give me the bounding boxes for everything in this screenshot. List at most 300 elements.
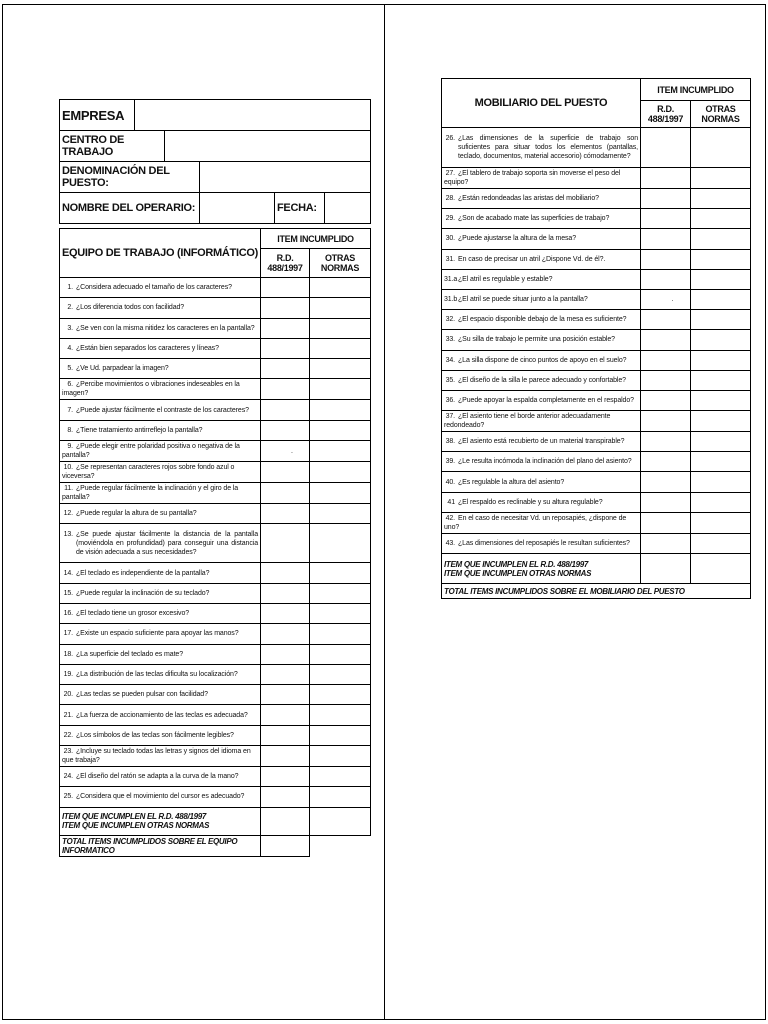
question-text (62, 748, 251, 764)
otras-check-cell[interactable] (691, 533, 751, 553)
question-number: 37. (445, 413, 455, 421)
question-text (62, 284, 232, 291)
table-row (60, 725, 371, 745)
otras-check-cell[interactable] (310, 338, 371, 358)
question-cell (442, 330, 641, 350)
rd-check-cell[interactable] (261, 644, 310, 664)
otras-check-cell[interactable] (691, 128, 751, 168)
question-text (444, 540, 630, 547)
rd-check-cell[interactable] (261, 563, 310, 583)
rd-check-cell[interactable] (261, 420, 310, 440)
question-text (62, 671, 238, 678)
question-text (444, 215, 609, 222)
rd-check-cell[interactable] (641, 411, 691, 432)
question-label: ¿Puede regular la altura de su pantalla? (76, 510, 197, 518)
table-row (442, 492, 751, 512)
rd-check-cell[interactable] (261, 462, 310, 483)
question-number: 15. (63, 589, 73, 597)
mobiliario-section-title: MOBILIARIO DEL PUESTO (442, 79, 641, 128)
question-cell (60, 767, 261, 787)
question-label: ¿Considera que el movimiento del cursor es adecuado? (76, 793, 245, 801)
otras-check-cell[interactable] (310, 298, 371, 318)
question-label: ¿La superficie del teclado es mate? (76, 650, 184, 658)
footer-rd-cell[interactable] (261, 807, 310, 835)
question-cell (442, 249, 641, 269)
otras-check-cell[interactable] (310, 400, 371, 420)
rd-check-cell[interactable] (261, 338, 310, 358)
question-label: En el caso de necesitar Vd. un reposapiés, ¿dispone de uno? (444, 514, 627, 531)
rd-check-cell[interactable] (261, 298, 310, 318)
rd-check-cell[interactable] (261, 318, 310, 338)
table-row (442, 289, 751, 309)
otras-check-cell[interactable] (310, 441, 371, 462)
rd-check-cell[interactable] (641, 432, 691, 452)
otras-check-cell[interactable] (310, 359, 371, 379)
otras-check-cell[interactable] (691, 310, 751, 330)
centro-field[interactable] (165, 131, 371, 162)
rd-check-cell[interactable] (641, 168, 691, 189)
question-cell (60, 583, 261, 603)
table-row (60, 524, 371, 563)
question-cell (442, 189, 641, 209)
rd-check-cell[interactable] (261, 483, 310, 504)
question-label: ¿Puede ajustarse la altura de la mesa? (458, 235, 576, 243)
otras-check-cell[interactable] (691, 390, 751, 410)
otras-check-cell[interactable] (691, 411, 751, 432)
question-label: ¿Es regulable la altura del asiento? (458, 478, 565, 486)
fecha-field[interactable] (325, 193, 371, 224)
mob-footer-row (442, 554, 751, 584)
otras-check-cell[interactable] (310, 278, 371, 298)
otras-normas-column-header: OTRAS NORMAS (310, 249, 371, 278)
rd-check-cell[interactable] (641, 249, 691, 269)
otras-check-cell[interactable] (310, 583, 371, 603)
denominacion-row (60, 162, 371, 193)
empresa-label: EMPRESA (60, 100, 135, 131)
table-row (60, 359, 371, 379)
table-row (60, 787, 371, 807)
table-row (60, 338, 371, 358)
otras-check-cell[interactable] (691, 512, 751, 533)
rd-check-cell[interactable] (641, 533, 691, 553)
question-label: ¿El diseño del ratón se adapta a la curva de la mano? (76, 773, 239, 781)
question-label: ¿Existe un espacio suficiente para apoyar las manos? (76, 630, 239, 638)
otras-check-cell[interactable] (310, 685, 371, 705)
rd-check-cell[interactable] (641, 330, 691, 350)
rd-check-cell[interactable] (641, 492, 691, 512)
rd-check-cell[interactable] (641, 310, 691, 330)
question-cell (60, 524, 261, 563)
mobiliario-checklist-table (441, 78, 751, 599)
rd-check-cell[interactable] (261, 746, 310, 767)
rd-check-cell[interactable] (641, 452, 691, 472)
rd-check-cell[interactable] (641, 269, 691, 289)
otras-check-cell[interactable] (691, 330, 751, 350)
mob-footer-otras-label: ITEM QUE INCUMPLEN OTRAS NORMAS (444, 568, 592, 578)
question-number: 14. (63, 569, 73, 577)
question-number: 21. (63, 711, 73, 719)
question-label: ¿El teclado tiene un grosor excesivo? (76, 610, 190, 618)
question-label: ¿El teclado es independiente de la pantalla? (76, 569, 210, 577)
otras-check-cell[interactable] (310, 420, 371, 440)
mob-otras-normas-column-header: OTRAS NORMAS (691, 101, 751, 128)
question-cell (60, 624, 261, 644)
table-row (442, 249, 751, 269)
question-label: ¿Puede apoyar la espalda completamente en el respaldo? (458, 396, 634, 404)
question-label: ¿Le resulta incómoda la inclinación del plano del asiento? (458, 458, 632, 466)
equipo-total-label: TOTAL ITEMS INCUMPLIDOS SOBRE EL EQUIPO INFORMATICO (60, 835, 261, 856)
question-text (62, 325, 255, 332)
otras-check-cell[interactable] (691, 289, 751, 309)
mob-footer-otras-cell[interactable] (691, 554, 751, 584)
question-cell (442, 370, 641, 390)
mob-rd-column-header: R.D. 488/1997 (641, 101, 691, 128)
item-incumplido-header: ITEM INCUMPLIDO (261, 229, 371, 249)
question-cell (442, 209, 641, 229)
table-row (60, 583, 371, 603)
table-row (442, 189, 751, 209)
centro-row (60, 131, 371, 162)
otras-check-cell[interactable] (691, 452, 751, 472)
rd-check-cell[interactable] (261, 379, 310, 400)
question-cell (60, 685, 261, 705)
otras-check-cell[interactable] (691, 492, 751, 512)
question-text (62, 773, 238, 780)
rd-check-cell[interactable] (261, 603, 310, 623)
otras-check-cell[interactable] (691, 472, 751, 492)
question-cell (60, 787, 261, 807)
question-cell (442, 472, 641, 492)
rd-check-cell[interactable] (641, 390, 691, 410)
otras-check-cell[interactable] (691, 168, 751, 189)
question-number: 33. (445, 336, 455, 344)
table-row (442, 350, 751, 370)
question-cell (442, 310, 641, 330)
empresa-field[interactable] (135, 100, 371, 131)
table-row (60, 504, 371, 524)
otras-check-cell[interactable] (691, 432, 751, 452)
rd-check-cell[interactable] (641, 512, 691, 533)
question-label: ¿El respaldo es reclinable y su altura regulable? (458, 498, 603, 506)
otras-check-cell[interactable] (691, 269, 751, 289)
table-row (442, 411, 751, 432)
rd-check-cell[interactable] (641, 472, 691, 492)
question-text (62, 630, 239, 637)
question-label: ¿El atril se puede situar junto a la pantalla? (458, 296, 588, 304)
equipo-head-row-1 (60, 229, 371, 249)
question-label: ¿Se representan caracteres rojos sobre fondo azul o viceversa? (62, 464, 235, 481)
question-number: 41 (447, 498, 455, 506)
question-number: 8. (67, 426, 73, 434)
table-row (60, 420, 371, 440)
table-row (60, 462, 371, 483)
question-cell (442, 452, 641, 472)
otras-check-cell[interactable] (310, 746, 371, 767)
table-row (60, 624, 371, 644)
question-cell (442, 350, 641, 370)
question-label: ¿Son de acabado mate las superficies de trabajo? (458, 215, 610, 223)
otras-check-cell[interactable] (310, 725, 371, 745)
question-cell (442, 492, 641, 512)
question-label: ¿Ve Ud. parpadear la imagen? (76, 365, 169, 373)
rd-check-cell[interactable] (261, 504, 310, 524)
equipo-total-blank (310, 835, 371, 856)
rd-check-cell[interactable] (641, 229, 691, 249)
question-label: ¿Se puede ajustar fácilmente la distancia de la pantalla (moviéndola en profundidad) para conseguir una distancia de visión adecuada a sus necesidades? (76, 530, 258, 556)
otras-check-cell[interactable] (310, 767, 371, 787)
question-text (444, 499, 603, 506)
otras-check-cell[interactable] (310, 524, 371, 563)
cell-mark: . (291, 447, 293, 455)
otras-check-cell[interactable] (310, 644, 371, 664)
rd-check-cell[interactable] (641, 350, 691, 370)
table-row (442, 432, 751, 452)
question-text (444, 397, 634, 404)
denominacion-label: DENOMINACIÓN DEL PUESTO: (60, 162, 200, 193)
otras-check-cell[interactable] (310, 462, 371, 483)
question-number: 4. (67, 345, 73, 353)
question-number: 6. (67, 381, 73, 389)
question-text (444, 296, 588, 303)
table-row (442, 390, 751, 410)
question-label: ¿Las dimensiones del reposapiés le resultan suficientes? (458, 539, 630, 547)
question-cell (60, 420, 261, 440)
table-row (60, 603, 371, 623)
otras-check-cell[interactable] (691, 229, 751, 249)
question-number: 19. (63, 671, 73, 678)
question-text (62, 651, 183, 658)
question-cell (60, 379, 261, 400)
question-number: 32. (445, 316, 455, 324)
question-label: En caso de precisar un atril ¿Dispone Vd. de él?. (458, 255, 606, 263)
mob-item-incumplido-header: ITEM INCUMPLIDO (641, 79, 751, 101)
table-row (442, 472, 751, 492)
equipo-total-cell[interactable] (261, 835, 310, 856)
rd-check-cell[interactable] (261, 400, 310, 420)
table-row (60, 644, 371, 664)
question-number: 39. (445, 458, 455, 466)
question-cell (60, 725, 261, 745)
otras-check-cell[interactable] (310, 379, 371, 400)
otras-check-cell[interactable] (310, 787, 371, 807)
rd-check-cell[interactable] (261, 664, 310, 684)
question-label: ¿Tiene tratamiento antirreflejo la pantalla? (76, 426, 203, 434)
question-label: ¿Los diferencia todos con facilidad? (76, 304, 185, 312)
otras-check-cell[interactable] (310, 563, 371, 583)
question-text (444, 479, 564, 486)
rd-check-cell[interactable] (261, 767, 310, 787)
question-text (445, 134, 638, 161)
rd-check-cell[interactable] (261, 624, 310, 644)
table-row (60, 400, 371, 420)
question-label: ¿Se ven con la misma nitidez los caracteres en la pantalla? (76, 324, 255, 332)
rd-check-cell[interactable] (261, 359, 310, 379)
table-row (60, 746, 371, 767)
question-cell (60, 338, 261, 358)
question-label: ¿Las dimensiones de la superficie de trabajo son suficientes para situar todos los elementos (pantallas, teclado, documentos, material accesorio) cómodamente? (458, 135, 638, 160)
otras-check-cell[interactable] (310, 664, 371, 684)
table-row (60, 318, 371, 338)
question-number: 3. (67, 324, 73, 332)
question-text (63, 530, 258, 557)
question-number: 25. (63, 793, 73, 801)
equipo-footer-labels (60, 807, 261, 835)
otras-check-cell[interactable] (691, 350, 751, 370)
question-text (62, 732, 234, 739)
otras-check-cell[interactable] (691, 370, 751, 390)
question-text (444, 515, 626, 531)
worker-info-table (59, 99, 371, 224)
rd-check-cell[interactable] (641, 289, 691, 309)
question-number: 10. (63, 464, 73, 472)
question-text (444, 195, 599, 202)
rd-check-cell[interactable] (641, 189, 691, 209)
operario-field[interactable] (200, 193, 275, 224)
question-text (62, 464, 234, 480)
table-row (442, 310, 751, 330)
otras-check-cell[interactable] (310, 504, 371, 524)
empresa-row (60, 100, 371, 131)
table-row (442, 452, 751, 472)
question-cell (60, 359, 261, 379)
question-text (62, 691, 208, 698)
question-label: ¿Las teclas se pueden pulsar con facilidad? (76, 691, 208, 699)
question-text (62, 304, 184, 311)
table-row (60, 441, 371, 462)
question-cell (60, 603, 261, 623)
footer-otras-cell[interactable] (310, 807, 371, 835)
question-text (444, 256, 605, 263)
question-label: ¿El tablero de trabajo soporta sin moverse el peso del equipo? (444, 170, 621, 186)
question-label: ¿Puede regular fácilmente la inclinación y el giro de la pantalla? (62, 485, 239, 502)
question-text (62, 510, 197, 517)
question-number: 31.b (444, 296, 458, 304)
table-row (442, 229, 751, 249)
question-cell (60, 278, 261, 298)
question-text (444, 170, 620, 186)
operario-row (60, 193, 371, 224)
equipo-items (60, 278, 371, 808)
table-row (60, 483, 371, 504)
question-text (444, 235, 576, 242)
question-label: ¿Puede regular la inclinación de su teclado? (76, 589, 210, 597)
question-text (444, 316, 626, 323)
question-label: ¿La silla dispone de cinco puntos de apoyo en el suelo? (458, 356, 627, 364)
table-row (60, 298, 371, 318)
question-number: 29. (445, 215, 455, 223)
question-label: ¿Percibe movimientos o vibraciones indeseables en la imagen? (62, 381, 240, 398)
question-label: ¿Incluye su teclado todas las letras y signos del idioma en que trabaja? (62, 748, 251, 765)
question-number: 38. (445, 438, 455, 446)
question-number: 16. (63, 610, 73, 618)
mobiliario-items (442, 128, 751, 554)
rd-check-cell[interactable] (261, 705, 310, 725)
rd-check-cell[interactable] (261, 725, 310, 745)
question-number: 34. (445, 356, 455, 364)
table-row (442, 533, 751, 553)
question-label: ¿La fuerza de accionamiento de las teclas es adecuada? (76, 711, 248, 719)
mob-total-row (442, 584, 751, 599)
table-row (442, 209, 751, 229)
equipo-section-title: EQUIPO DE TRABAJO (INFORMÁTICO) (60, 229, 261, 278)
question-label: ¿Su silla de trabajo le permite una posición estable? (458, 336, 615, 344)
table-row (60, 664, 371, 684)
question-cell (60, 318, 261, 338)
rd-check-cell[interactable] (641, 209, 691, 229)
denominacion-field[interactable] (200, 162, 371, 193)
question-number: 18. (63, 650, 73, 658)
question-text (444, 357, 626, 364)
question-number: 36. (445, 396, 455, 404)
table-row (442, 512, 751, 533)
otras-check-cell[interactable] (691, 209, 751, 229)
rd-check-cell[interactable] (261, 524, 310, 563)
question-number: 24. (63, 773, 73, 781)
question-label: ¿El asiento está recubierto de un material transpirable? (458, 438, 625, 446)
table-row (60, 705, 371, 725)
question-number: 1. (67, 284, 73, 292)
rd-check-cell[interactable] (261, 583, 310, 603)
question-text (62, 427, 202, 434)
otras-check-cell[interactable] (310, 318, 371, 338)
question-text (62, 712, 248, 719)
question-label: ¿Puede elegir entre polaridad positiva o negativa de la pantalla? (62, 443, 240, 460)
otras-check-cell[interactable] (691, 249, 751, 269)
question-cell (60, 462, 261, 483)
question-cell (442, 411, 641, 432)
table-row (60, 379, 371, 400)
question-text (62, 485, 238, 501)
question-number: 17. (63, 630, 73, 638)
rd-check-cell[interactable] (641, 370, 691, 390)
rd-check-cell[interactable] (261, 278, 310, 298)
question-cell (60, 441, 261, 462)
rd-check-cell[interactable] (261, 787, 310, 807)
table-row (60, 767, 371, 787)
rd-check-cell[interactable] (261, 685, 310, 705)
question-number: 5. (67, 365, 73, 373)
otras-check-cell[interactable] (310, 483, 371, 504)
question-cell (442, 168, 641, 189)
question-number: 7. (67, 406, 73, 414)
rd-check-cell[interactable] (641, 128, 691, 168)
question-cell (60, 298, 261, 318)
question-label: ¿El atril es regulable y estable? (458, 275, 553, 283)
table-row (442, 269, 751, 289)
centro-label: CENTRO DE TRABAJO (60, 131, 165, 162)
question-text (444, 377, 626, 384)
mob-footer-rd-cell[interactable] (641, 554, 691, 584)
question-label: ¿El asiento tiene el borde anterior adecuadamente redondeado? (444, 413, 611, 430)
otras-check-cell[interactable] (310, 603, 371, 623)
question-text (62, 365, 169, 372)
question-cell (60, 483, 261, 504)
otras-check-cell[interactable] (691, 189, 751, 209)
rd-check-cell[interactable] (261, 441, 310, 462)
question-label: ¿Considera adecuado el tamaño de los caracteres? (76, 284, 232, 292)
question-text (62, 407, 249, 414)
equipo-total-row (60, 835, 371, 856)
question-cell (60, 563, 261, 583)
question-number: 35. (445, 376, 455, 384)
footer-otras-label: ITEM QUE INCUMPLEN OTRAS NORMAS (62, 821, 210, 831)
question-text (62, 793, 244, 800)
otras-check-cell[interactable] (310, 705, 371, 725)
otras-check-cell[interactable] (310, 624, 371, 644)
question-text (444, 458, 632, 465)
question-number: 12. (63, 510, 73, 518)
question-number: 11. (64, 485, 73, 493)
